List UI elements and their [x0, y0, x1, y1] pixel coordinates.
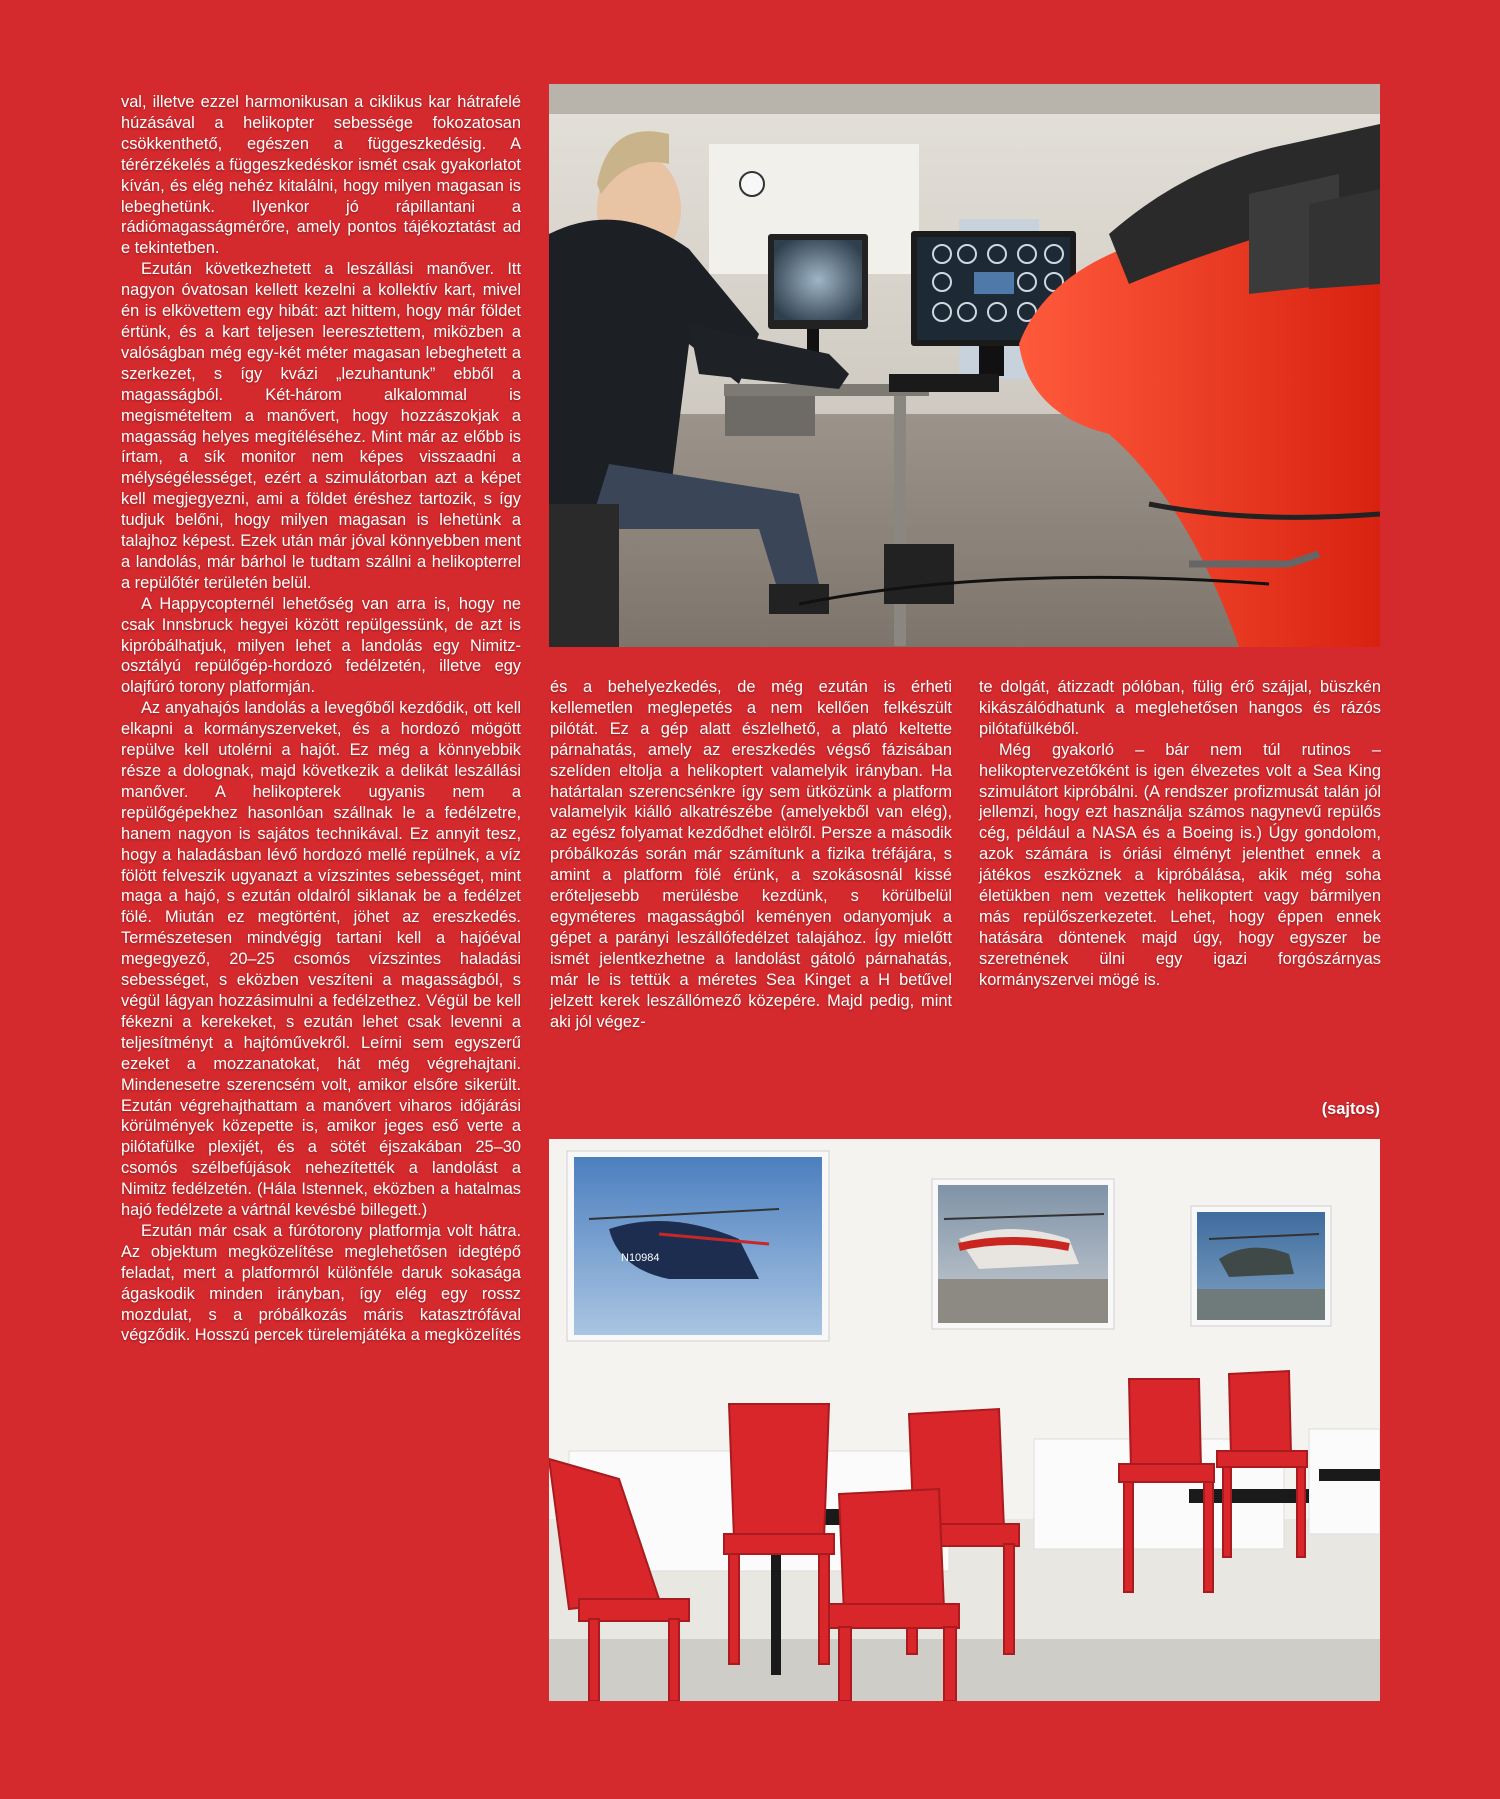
simulator-photo-illustration: [549, 84, 1380, 647]
paragraph: val, illetve ezzel harmonikusan a ciklikus kar hátrafelé húzásával a helikopter sebessége fokozatosan csökkenthető, egészen a függeszkedésig. A térérzékelés a függeszkedéskor ismét csak gyakorlatot kíván, és elég nehéz kitalálni, hogy milyen magasan is lebeghetünk. Ilyenkor jó rápillantani a rádiómagasságmérőre, amely pontos tájékoztatást ad e tekintetben.: [121, 93, 521, 258]
paragraph: Ezután következhetett a leszállási manőver. Itt nagyon óvatosan kellett kezelni a kollektív kart, mivel én is elkövettem egy hibát: azt hittem, hogy már földet értünk, és a kart teljesen leeresztettem, miközben a valóságban még egy-két méter magasan lebeghetett a szerkezet, s így kvázi „lezuhantunk” ebből a magasságból. Két-három alkalommal is megismételtem a manővert, hogy hozzászokjak a magasság helyes megítéléséhez. Mint már az előbb is írtam, a sík monitor nem képes visszaadni a mélységélességet, ezért a szimulátorban azt a képet kell megjegyezni, ami a földet éréshez tartozik, s így tudjuk belőni, hogy milyen magasan is lehetünk a talajhoz képest. Ezek után már jóval könnyebben ment a landolás, már bárhol le tudtam szállni a helikopterrel a repülőtér területén belül.: [121, 260, 521, 592]
article-column-2: [550, 677, 952, 1032]
paragraph: Az anyahajós landolás a levegőből kezdődik, ott kell elkapni a kormányszerveket, és a hordozó mögött repülve kell utolérni a hajót. Ez még a könnyebbik része a dolognak, majd következik a delikát leszállási manőver. A helikopterek ugyanis nem a repülőgépekhez hasonlóan szállnak le a fedélzetre, hanem nagyon is sajátos technikával. Ez annyit tesz, hogy a haladásban lévő hordozó mellé repülnek, a víz fölött felveszik ugyanazt a vízszintes sebességet, mint maga a hajó, s ezután oldalról siklanak be a fedélzet fölé. Miután ez megtörtént, jöhet az ereszkedés. Természetesen mindvégig tartani kell a hajóéval megegyező, 20–25 csomós vízszintes haladási sebességet, s eközben veszíteni a magasságból, s végül lágyan hozzásimulni a fedélzethez. Végül be kell fékezni a kerekeket, s ezután lehet csak levenni a teljesítményt a hajtóművekről. Leírni sem egyszerű ezeket a mozzanatokat, hát még végrehajtani. Mindenesetre szerencsém volt, amikor elsőre sikerült. Ezután végrehajthattam a manővert viharos időjárási körülmények közepette is, amikor jeges eső verte a pilótafülke plexijét, és a sötét éjszakában 25–30 csomós szélbefújások nehezítették a landolást a Nimitz fedélzetén. (Hála Istennek, eközben a hatalmas hajó fedélzete a vártnál kevésbé billegett.): [121, 699, 521, 1220]
paragraph: A Happycopternél lehetőség van arra is, hogy ne csak Innsbruck hegyei között repülgessünk, de azt is kipróbálhatjuk, milyen lehet a landolás egy Nimitz-osztályú repülőgép-hordozó fedélzetén, illetve egy olajfúró torony platformján.: [121, 594, 521, 697]
paragraph: és a behelyezkedés, de még ezután is érheti kellemetlen meglepetés a nem kellően felkészült pilótát. Ez a gép alatt észlelhető, a plató keltette párnahatás, amely az ereszkedés végső fázisában szelíden eltolja a helikoptert valamelyik irányban. Ha határtalan szerencsénkre így sem ütközünk a platform valamelyik kiálló alkatrészébe (amelyekből van elég), az egész folyamat kezdődhet elölről. Persze a második próbálkozás során már számítunk a fizika tréfájára, s amint a platform fölé érünk, a szokásosnál kissé erőteljesebb merülésbe kezdünk, s körülbelül egyméteres magasságból keményen odanyomjuk a gépet a parányi leszállófedélzet talajához. Így mielőtt ismét jelentkezhetne a landolást gátoló párnahatás, már le is tettük a méretes Sea Kinget a H betűvel jelzett kerek leszállómező közepére. Majd pedig, mint aki jól végez-: [550, 678, 952, 1031]
paragraph: te dolgát, átizzadt pólóban, fülig érő szájjal, büszkén kikászálódhatunk a meglehetősen hangos és rázós pilótafülkéből.: [979, 678, 1381, 738]
simulator-photo: [549, 84, 1380, 647]
helicopter-registration: N10984: [621, 1252, 660, 1264]
lounge-photo-illustration: [549, 1139, 1380, 1701]
paragraph: Még gyakorló – bár nem túl rutinos – helikoptervezetőként is igen élvezetes volt a Sea King szimulátort kipróbálni. (A rendszer profizmusát talán jól jellemzi, hogy ezt használja számos nagynevű repülős cég, például a NASA és a Boeing is.) Úgy gondolom, azok számára is óriási élményt jelenthet ennek a játékos eszköznek a kipróbálása, akik még soha életükben nem vezettek helikoptert vagy bármilyen más repülőszerkezetet. Lehet, hogy éppen ennek hatására döntenek majd úgy, hogy egyszer be szeretnének ülni egy igazi forgószárnyas kormányszervei mögé is.: [979, 740, 1381, 989]
article-column-1: [121, 92, 521, 1346]
article-column-3: [979, 677, 1381, 991]
clock-icon: [740, 172, 764, 196]
author-signature: (sajtos): [1321, 1100, 1380, 1118]
paragraph: Ezután már csak a fúrótorony platformja volt hátra. Az objektum megközelítése meglehetősen idegtépő feladat, mert a platformról különféle daruk sokasága ágaskodik minden irányban, így elég egy rossz mozdulat, s a próbálkozás máris katasztrófával végződik. Hosszú percek türelemjátéka a megközelítés: [121, 1221, 521, 1345]
lounge-photo: [549, 1139, 1380, 1701]
